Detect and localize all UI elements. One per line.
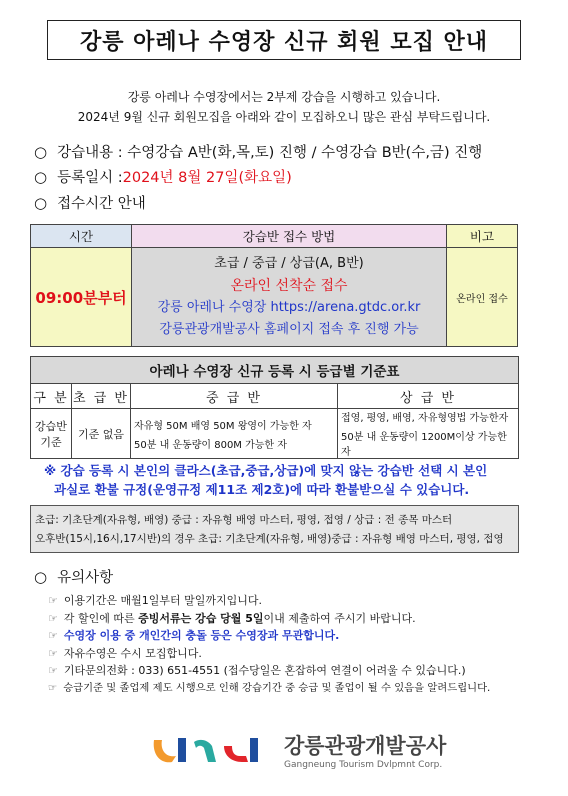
level-info-box	[30, 505, 519, 553]
schedule-table	[30, 224, 518, 347]
header-category: 구 분	[31, 384, 72, 409]
header-time: 시간	[31, 225, 132, 248]
bullet-time	[34, 192, 146, 213]
list-item	[48, 680, 490, 698]
notice-list	[48, 592, 490, 697]
company-logo	[150, 730, 446, 770]
pointing-hand-icon: ☞	[48, 646, 58, 660]
page-title: 강릉 아레나 수영장 신규 회원 모집 안내	[47, 20, 521, 60]
header-intermediate: 중 급 반	[131, 384, 338, 409]
warning-line-1: ※ 강습 등록 시 본인의 클라스(초급,중급,상급)에 맞지 않는 강습반 선택 시 본인	[44, 463, 488, 478]
pointing-hand-icon: ☞	[48, 594, 58, 607]
warning-line-2: 과실로 환불 규정(운영규정 제11조 제2호)에 따라 환불받으실 수 있습니다.	[54, 482, 470, 497]
advanced-line-1: 접영, 평영, 배영, 자유형영법 가능한자	[341, 413, 509, 424]
info-line-1: 초급: 기초단계(자유형, 배영) 중급 : 자유형 배영 마스터, 평영, 접영 / 상급 : 전 종목 마스터	[35, 514, 453, 526]
notice-text: 각 할인에 따른	[63, 611, 139, 625]
notice-text: 이용기간은 매월1일부터 말일까지입니다.	[63, 594, 263, 607]
note-cell: 온라인 접수	[447, 248, 518, 347]
pointing-hand-icon: ☞	[48, 664, 58, 677]
header-method: 강습반 접수 방법	[132, 225, 447, 248]
levels-text: 초급 / 중급 / 상급(A, B반)	[214, 256, 364, 271]
online-text: 온라인 선착순 접수	[230, 278, 348, 294]
pointing-hand-icon: ☞	[48, 611, 58, 625]
bullet-registration	[34, 166, 292, 187]
logo-mark-icon	[150, 732, 278, 768]
circle-bullet-icon: ○	[34, 567, 48, 586]
notice-text: 기타문의전화 : 033) 651-4551 (접수당일은 혼잡하여 연결이 어려울 수 있습니다.)	[63, 664, 466, 677]
list-item	[48, 610, 490, 628]
header-beginner: 초 급 반	[72, 384, 131, 409]
notice-text: 이내 제출하여 주시기 바랍니다.	[263, 611, 416, 625]
course-text: 강습내용 : 수영강습 A반(화,목,토) 진행 / 수영강습 B반(수,금) 진행	[57, 145, 483, 161]
time-text: 접수시간 안내	[57, 196, 146, 212]
header-note: 비고	[447, 225, 518, 248]
list-item	[48, 645, 490, 663]
start-time: 09:00분부터	[31, 248, 132, 347]
info-line-2: 오후반(15시,16시,17시반)의 경우 초급: 기초단계(자유형, 배영)중급 : 자유형 배영 마스터, 평영, 접영	[35, 533, 504, 545]
homepage-text: 강릉관광개발공사 홈페이지 접속 후 진행 가능	[159, 322, 419, 337]
intermediate-criteria	[131, 409, 338, 459]
bullet-course	[34, 141, 482, 162]
pointing-hand-icon: ☞	[48, 681, 58, 694]
list-item	[48, 662, 490, 680]
circle-bullet-icon: ○	[34, 193, 48, 212]
intro-line-2: 2024년 9월 신규 회원모집을 아래와 같이 모집하오니 많은 관심 부탁드립니다.	[77, 110, 491, 124]
notice-title: 유의사항	[57, 570, 114, 586]
grade-caption: 아레나 수영장 신규 등록 시 등급별 기준표	[31, 357, 519, 384]
site-link[interactable]: 강릉 아레나 수영장 https://arena.gtdc.or.kr	[157, 300, 421, 315]
grade-table	[30, 356, 519, 459]
circle-bullet-icon: ○	[34, 167, 48, 186]
bullet-notice	[34, 566, 113, 587]
intro-line-1: 강릉 아레나 수영장에서는 2부제 강습을 시행하고 있습니다.	[127, 90, 441, 104]
row-label: 강습반 기준	[31, 409, 72, 459]
header-advanced: 상 급 반	[338, 384, 519, 409]
list-item	[48, 592, 490, 610]
beginner-criteria: 기준 없음	[72, 409, 131, 459]
notice-text: 수영장 이용 중 개인간의 충돌 등은 수영장과 무관합니다.	[63, 629, 340, 642]
pointing-hand-icon: ☞	[48, 629, 58, 642]
company-name-ko: 강릉관광개발공사	[284, 734, 447, 758]
refund-warning	[44, 461, 524, 499]
method-cell	[132, 248, 447, 347]
company-name-en: Gangneung Tourism Dvlpmnt Corp.	[284, 760, 443, 770]
circle-bullet-icon: ○	[34, 142, 48, 161]
intermediate-line-1: 자유형 50M 배영 50M 왕영이 가능한 자	[134, 420, 312, 432]
notice-text: 승급기준 및 졸업제 제도 시행으로 인해 강습기간 중 승급 및 졸업이 될 수 있음을 알려드립니다.	[63, 681, 491, 694]
intermediate-line-2: 50분 내 운동량이 800M 가능한 자	[134, 439, 287, 451]
advanced-criteria	[338, 409, 519, 459]
list-item	[48, 627, 490, 645]
registration-date: 2024년 8월 27일(화요일)	[122, 170, 292, 186]
advanced-line-2: 50분 내 운동량이 1200M이상 가능한 자	[341, 432, 507, 458]
notice-text: 자유수영은 수시 모집합니다.	[63, 646, 202, 660]
notice-emphasis: 증빙서류는 강습 당월 5일	[138, 611, 264, 625]
registration-label: 등록일시 :	[57, 170, 123, 186]
